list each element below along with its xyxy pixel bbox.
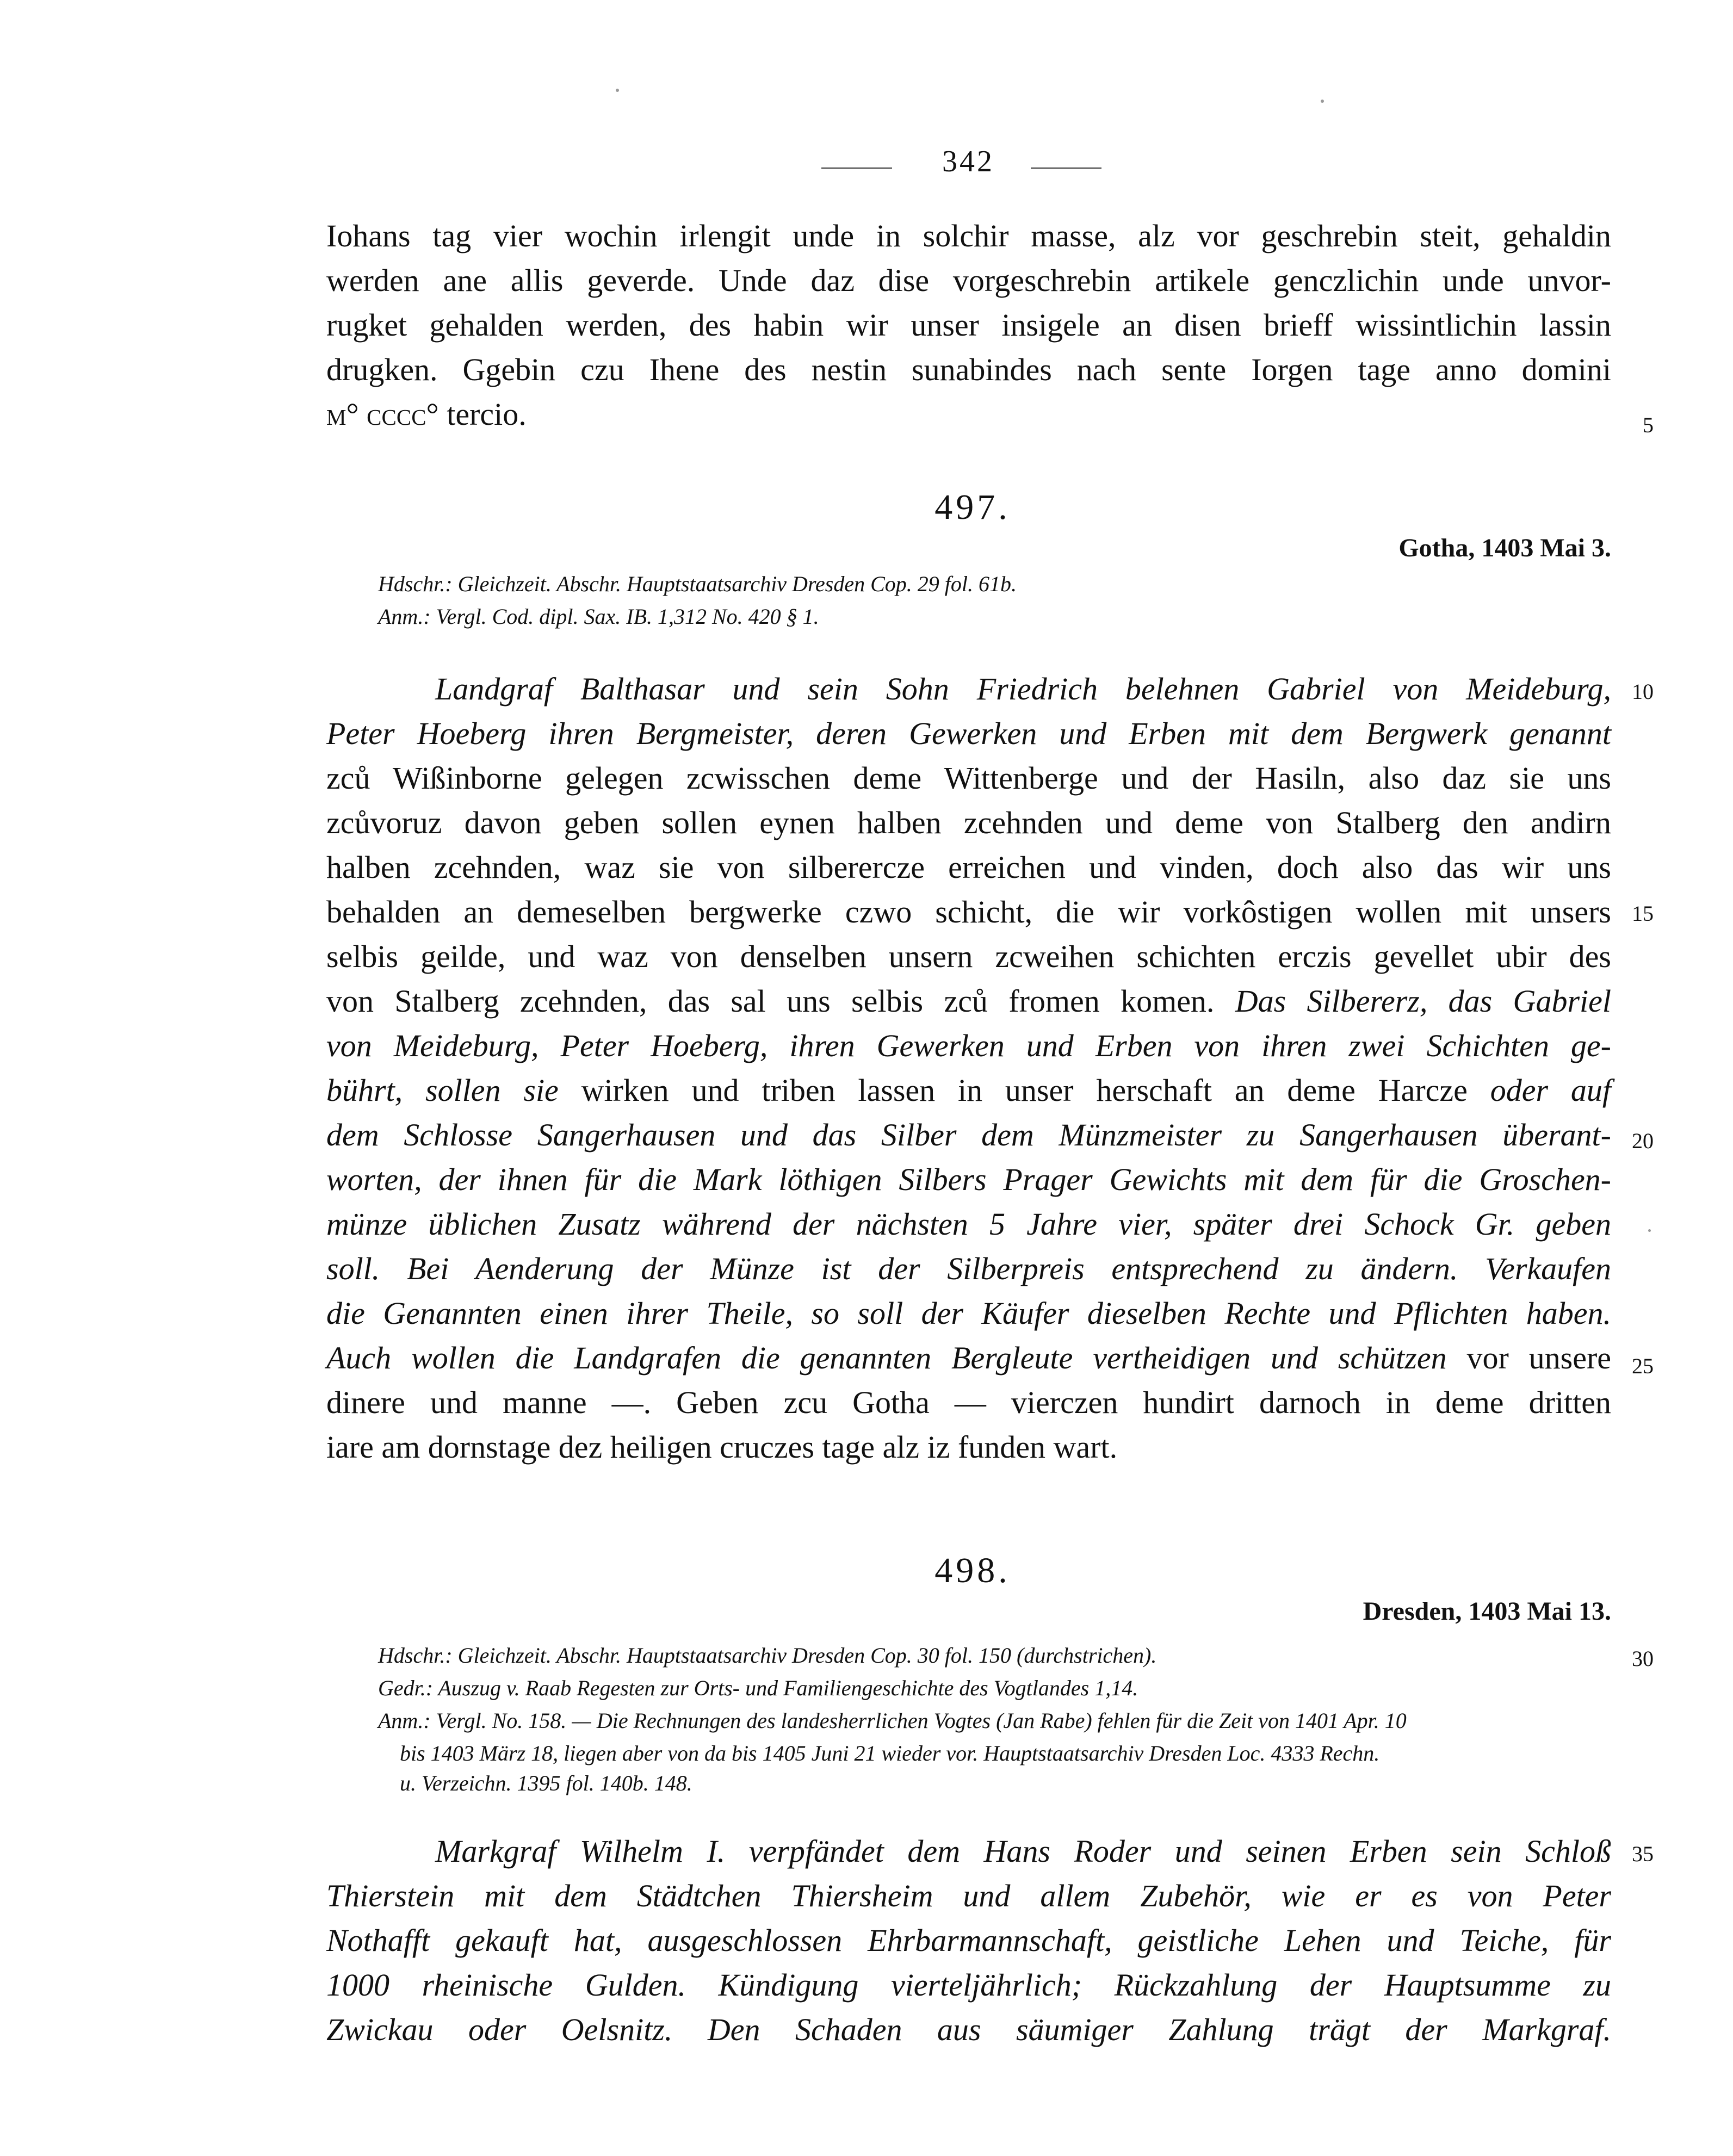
line-number: 25: [1632, 1354, 1654, 1378]
document-497-line: [326, 1206, 1611, 1242]
text-run: behalden an demeselben bergwerke czwo schicht, die wir vorkôstigen wollen mit unsers: [326, 894, 1611, 930]
scan-speck: [1648, 1229, 1651, 1232]
text-run: Landgraf Balthasar und sein Sohn Friedrich belehnen Gabriel von Meideburg,: [435, 671, 1611, 707]
intro-last-line-text: tercio.: [438, 396, 527, 432]
source-note: bis 1403 März 18, liegen aber von da bis 1405 Juni 21 wieder vor. Hauptstaatsarchiv Dresden Loc. 4333 Rechn.: [400, 1741, 1380, 1765]
roman-year: m° cccc°: [326, 396, 439, 432]
regest-line: 1000 rheinische Gulden. Kündigung vierteljährlich; Rückzahlung der Hauptsumme zu: [326, 1967, 1611, 2003]
document-497-line: [326, 941, 1611, 972]
document-497-line: [326, 1030, 1611, 1062]
text-run: wirken und triben lassen in unser herschaft an deme Harcze: [581, 1073, 1490, 1108]
line-number: 20: [1632, 1129, 1654, 1153]
document-497-line: [326, 852, 1611, 883]
text-run: iare am dornstage dez heiligen cruczes tage alz iz funden wart.: [326, 1429, 1118, 1465]
intro-last-line: [326, 396, 527, 432]
line-number: 10: [1632, 679, 1654, 704]
regest-line: Thierstein mit dem Städtchen Thiersheim und allem Zubehör, wie er es von Peter: [326, 1878, 1611, 1913]
page-number: 342: [942, 145, 994, 178]
document-497-line: [326, 1387, 1611, 1418]
document-497-line: [326, 1164, 1611, 1195]
text-run: dem Schlosse Sangerhausen und das Silber dem Münzmeister zu Sangerhausen überant-: [326, 1117, 1611, 1153]
place-date: Gotha, 1403 Mai 3.: [1398, 534, 1611, 562]
text-run: zcůvoruz davon geben sollen eynen halben zcehnden und deme von Stalberg den andirn: [326, 805, 1611, 840]
regest-line: Zwickau oder Oelsnitz. Den Schaden aus säumiger Zahlung trägt der Markgraf.: [326, 2012, 1611, 2047]
document-497-line: [326, 1119, 1611, 1151]
text-run: zců Wißinborne gelegen zcwisschen deme Wittenberge und der Hasiln, also daz sie uns: [326, 760, 1611, 796]
document-497-line: [326, 1429, 1118, 1465]
source-note: Hdschr.: Gleichzeit. Abschr. Hauptstaatsarchiv Dresden Cop. 29 fol. 61b.: [378, 572, 1017, 596]
text-run: von Stalberg zcehnden, das sal uns selbis zců fromen komen.: [326, 983, 1235, 1019]
document-497-line: [326, 1298, 1611, 1329]
text-run: dinere und manne —. Geben zcu Gotha — vierczen hundirt darnoch in deme dritten: [326, 1385, 1611, 1420]
document-497-line: [326, 760, 1611, 796]
intro-line: werden ane allis geverde. Unde daz dise vorgeschrebin artikele genczlichin unde unvor-: [326, 263, 1611, 298]
intro-line: rugket gehalden werden, des habin wir unser insigele an disen brieff wissintlichin lassin: [326, 307, 1611, 343]
text-run: halben zcehnden, waz sie von silberercze erreichen und vinden, doch also das wir uns: [326, 850, 1611, 885]
source-note: Hdschr.: Gleichzeit. Abschr. Hauptstaatsarchiv Dresden Cop. 30 fol. 150 (durchstrichen).: [378, 1643, 1157, 1668]
scan-speck: [1321, 100, 1324, 103]
document-497-line: [326, 807, 1611, 839]
document-497-line: [435, 673, 1611, 705]
folio-rule-left: [821, 168, 892, 169]
intro-line: Iohans tag vier wochin irlengit unde in solchir masse, alz vor geschrebin steit, gehaldin: [326, 218, 1611, 253]
document-497-line: [326, 983, 1611, 1019]
document-number: 498.: [934, 1551, 1011, 1590]
text-run: soll. Bei Aenderung der Münze ist der Silberpreis entsprechend zu ändern. Verkaufen: [326, 1251, 1611, 1286]
text-run: von Meideburg, Peter Hoeberg, ihren Gewerken und Erben von ihren zwei Schichten ge-: [326, 1028, 1611, 1063]
scan-speck: [616, 89, 619, 92]
text-run: Das Silbererz, das Gabriel: [1235, 983, 1611, 1019]
text-run: vor unsere: [1466, 1340, 1612, 1376]
source-note: Anm.: Vergl. No. 158. — Die Rechnungen des landesherrlichen Vogtes (Jan Rabe) fehlen für die Zeit von 1401 Apr. 10: [378, 1708, 1407, 1733]
line-number: 5: [1643, 413, 1654, 437]
intro-line: drugken. Ggebin czu Ihene des nestin sunabindes nach sente Iorgen tage anno domini: [326, 352, 1611, 387]
folio-rule-right: [1031, 168, 1101, 169]
source-note: u. Verzeichn. 1395 fol. 140b. 148.: [400, 1771, 692, 1795]
text-run: bührt, sollen sie: [326, 1073, 581, 1108]
source-note: Gedr.: Auszug v. Raab Regesten zur Orts- und Familiengeschichte des Vogtlandes 1,14.: [378, 1676, 1138, 1700]
line-number: 35: [1632, 1842, 1654, 1866]
regest-line: Markgraf Wilhelm I. verpfändet dem Hans Roder und seinen Erben sein Schloß: [435, 1833, 1611, 1869]
text-run: die Genannten einen ihrer Theile, so soll der Käufer dieselben Rechte und Pflichten haben.: [326, 1296, 1611, 1331]
place-date: Dresden, 1403 Mai 13.: [1363, 1597, 1611, 1626]
document-number: 497.: [934, 487, 1011, 527]
text-run: oder auf: [1490, 1073, 1611, 1108]
line-number: 30: [1632, 1646, 1654, 1671]
text-run: selbis geilde, und waz von denselben unsern zcweihen schichten erczis gevellet ubir des: [326, 939, 1611, 974]
document-497-line: [326, 1253, 1611, 1285]
document-497-line: [326, 1075, 1611, 1106]
text-run: Auch wollen die Landgrafen die genannten Bergleute vertheidigen und schützen: [326, 1340, 1467, 1376]
regest-line: Nothafft gekauft hat, ausgeschlossen Ehrbarmannschaft, geistliche Lehen und Teiche, für: [326, 1923, 1611, 1958]
document-497-line: [326, 1342, 1611, 1374]
text-run: Peter Hoeberg ihren Bergmeister, deren Gewerken und Erben mit dem Bergwerk genannt: [326, 716, 1611, 751]
text-run: worten, der ihnen für die Mark löthigen Silbers Prager Gewichts mit dem für die Groschen-: [326, 1162, 1611, 1197]
text-run: münze üblichen Zusatz während der nächsten 5 Jahre vier, später drei Schock Gr. geben: [326, 1206, 1611, 1242]
document-497-line: [326, 896, 1611, 928]
source-note: Anm.: Vergl. Cod. dipl. Sax. IB. 1,312 No. 420 § 1.: [378, 604, 819, 629]
line-number: 15: [1632, 901, 1654, 926]
document-497-line: [326, 718, 1611, 749]
